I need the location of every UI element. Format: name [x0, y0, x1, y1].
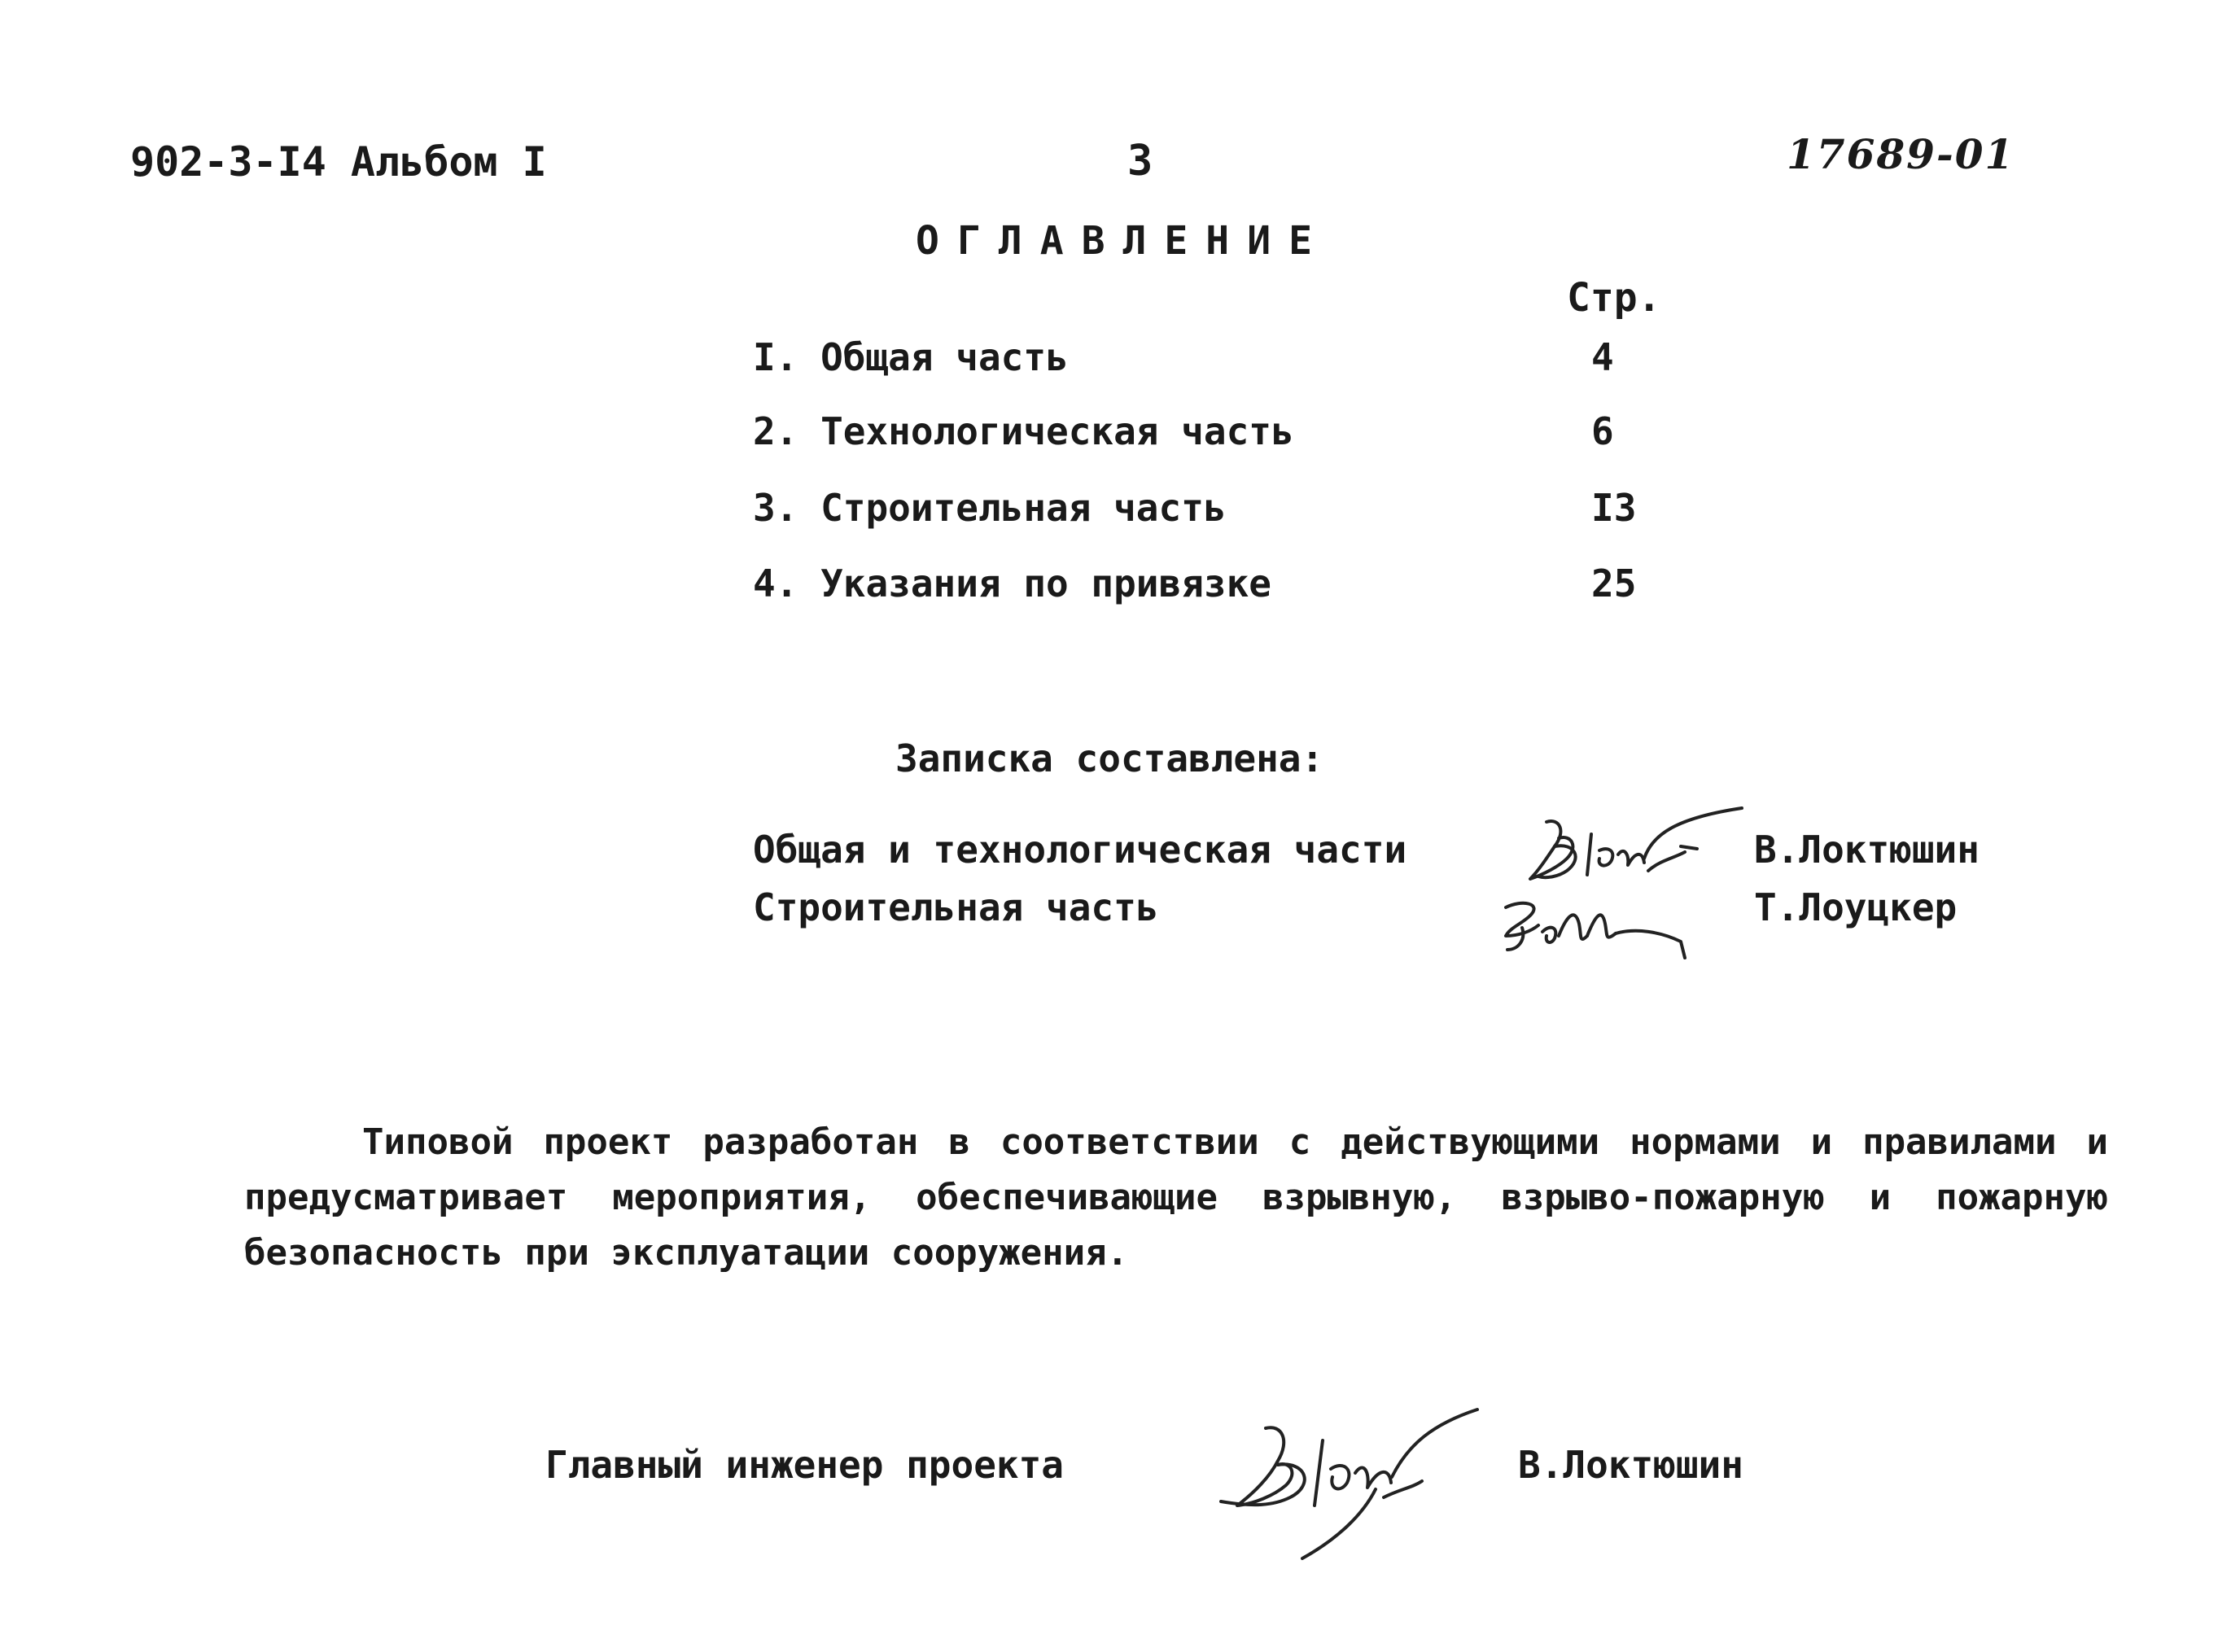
- toc-item-page: 6: [1591, 409, 1614, 453]
- page-number: 3: [1127, 137, 1153, 186]
- toc-item-page: I3: [1591, 486, 1637, 530]
- toc-item-page: 4: [1591, 335, 1614, 379]
- author-part: Строительная часть: [753, 885, 1159, 929]
- author-name: В.Локтюшин: [1754, 828, 1980, 872]
- compiled-by-heading: Записка составлена:: [895, 736, 1324, 780]
- toc-item-label: 2. Технологическая часть: [753, 409, 1294, 453]
- toc-pages-header: Стр.: [1567, 275, 1661, 321]
- document-id: 902-3-I4 Альбом I: [130, 138, 547, 186]
- toc-item-label: 4. Указания по привязке: [753, 562, 1271, 605]
- chief-engineer-title: Главный инженер проекта: [545, 1443, 1064, 1487]
- project-statement: Типовой проект разработан в соответствии с действующими нормами и правилами и предусматривает мероприятия, обеспечивающие взрывную, взрыво-пожарную и пожарную безопасность при эксплуатации сооружения.: [244, 1121, 2108, 1274]
- toc-item-label: I. Общая часть: [753, 335, 1069, 379]
- signature-loktyushin: [1522, 802, 1758, 891]
- signature-loutsker: [1498, 891, 1709, 964]
- toc-title: ОГЛАВЛЕНИЕ: [916, 218, 1330, 264]
- toc-item-page: 25: [1591, 562, 1637, 605]
- toc-item-label: 3. Строительная часть: [753, 486, 1227, 530]
- author-part: Общая и технологическая части: [753, 828, 1407, 872]
- author-name: Т.Лоуцкер: [1754, 885, 1958, 929]
- inventory-number: 17689-01: [1787, 130, 2015, 178]
- chief-engineer-name: В.Локтюшин: [1518, 1443, 1743, 1487]
- signature-chief-engineer: [1209, 1392, 1485, 1567]
